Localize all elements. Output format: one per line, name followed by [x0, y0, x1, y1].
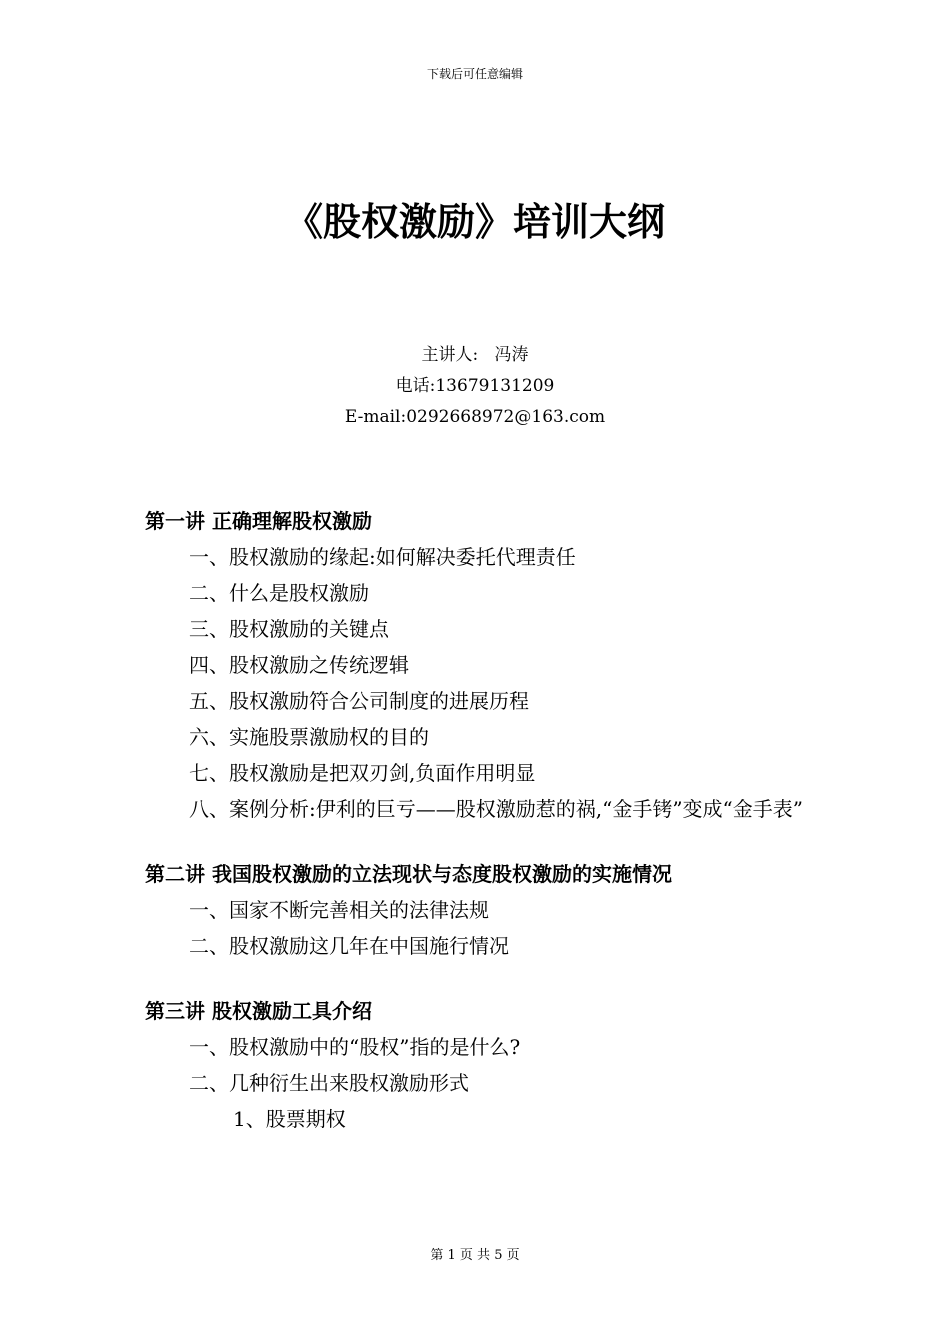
outline-content [145, 503, 805, 1137]
outline-item: 三、股权激励的关键点 [189, 617, 389, 641]
speaker-info [0, 340, 950, 433]
section-title: 第三讲 股权激励工具介绍 [145, 999, 372, 1023]
outline-item: 五、股权激励符合公司制度的进展历程 [189, 689, 529, 713]
outline-item: 一、股权激励中的“股权”指的是什么? [189, 1035, 521, 1059]
outline-item: 四、股权激励之传统逻辑 [189, 653, 409, 677]
outline-item: 八、案例分析:伊利的巨亏——股权激励惹的祸,“金手铐”变成“金手表” [189, 797, 803, 821]
section-title: 第一讲 正确理解股权激励 [145, 509, 372, 533]
phone-line: 电话:13679131209 [395, 376, 555, 396]
outline-item: 二、几种衍生出来股权激励形式 [189, 1071, 469, 1095]
header-note: 下载后可任意编辑 [426, 67, 523, 81]
outline-item: 六、实施股票激励权的目的 [189, 725, 429, 749]
outline-item: 七、股权激励是把双刃剑,负面作用明显 [189, 761, 536, 785]
outline-item: 二、股权激励这几年在中国施行情况 [189, 934, 509, 958]
email-line: E-mail:0292668972@163.com [344, 407, 606, 427]
section-title: 第二讲 我国股权激励的立法现状与态度股权激励的实施情况 [145, 862, 672, 886]
presenter-line: 主讲人: 冯涛 [421, 345, 529, 365]
document-title: 《股权激励》培训大纲 [284, 200, 665, 244]
outline-item: 一、国家不断完善相关的法律法规 [189, 898, 489, 922]
outline-subitem: 1、股票期权 [233, 1107, 346, 1131]
outline-item: 一、股权激励的缘起:如何解决委托代理责任 [189, 545, 576, 569]
page-number: 第 1 页 共 5 页 [430, 1248, 520, 1263]
outline-item: 二、什么是股权激励 [189, 581, 369, 605]
